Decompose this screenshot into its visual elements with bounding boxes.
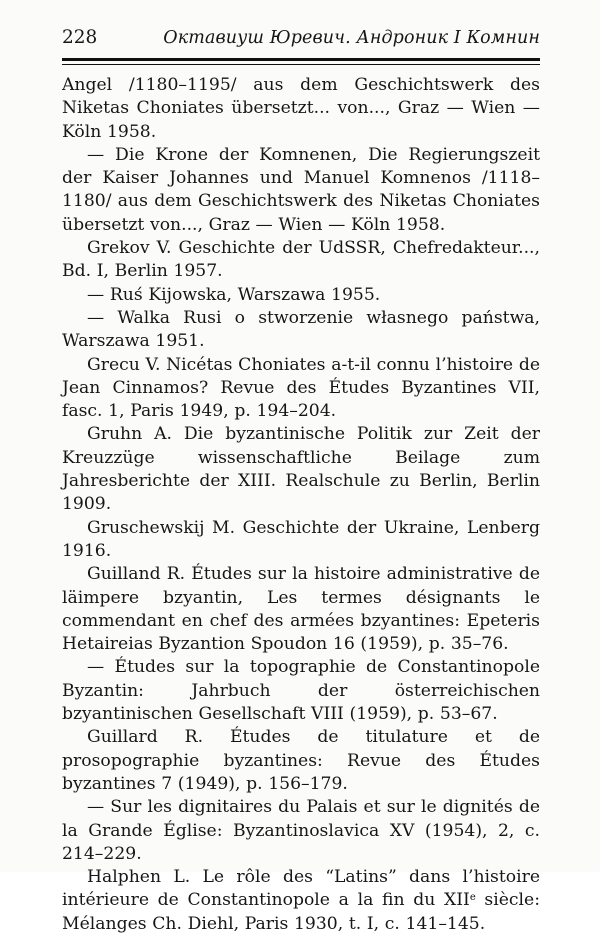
bibliography-entry: Grekov V. Geschichte der UdSSR, Chefredakteur..., Bd. I, Berlin 1957. bbox=[62, 238, 540, 282]
bibliography-entry: — Walka Rusi o stworzenie własnego państwa, Warszawa 1951. bbox=[62, 307, 540, 352]
header-rule-thin bbox=[62, 64, 540, 65]
bibliography-entry: Guilland R. Études sur la histoire administrative de läimpere bzyantin, Les termes désignants le commendant en chef des armées bzyantines: Epeteris Hetaireias Byzantion Spoudon 16 (1959), p. 35–76. bbox=[62, 564, 540, 655]
running-title: Октавиуш Юревич. Андроник I Комнин bbox=[163, 28, 540, 48]
bibliography-entry: — Ruś Kijowska, Warszawa 1955. bbox=[87, 284, 381, 305]
superscript-e: e bbox=[469, 892, 476, 904]
bibliography-entry: Gruhn A. Die byzantinische Politik zur Zeit der Kreuzzüge wissenschaftliche Beilage zum Jahresberichte der XIII. Realschule zu Berlin, Berlin 1909. bbox=[62, 424, 540, 515]
bibliography-entry-halphen bbox=[62, 866, 540, 936]
bibliography-entry: Grecu V. Nicétas Choniates a-t-il connu l’histoire de Jean Cinnamos? Revue des Études Byzantines VII, fasc. 1, Paris 1949, p. 194–204. bbox=[62, 354, 540, 422]
entry-text: siècle: Mélanges Ch. Diehl, Paris 1930, t. I, c. 141–145. bbox=[62, 890, 540, 934]
bibliography-entry: — Études sur la topographie de Constantinopole Byzantin: Jahrbuch der österreichischen bzyantinischen Gesellschaft VIII (1959), p. 53–67. bbox=[62, 657, 540, 725]
page-number: 228 bbox=[62, 27, 98, 48]
page-header bbox=[62, 26, 540, 50]
header-rule-thick bbox=[62, 58, 540, 61]
bibliography-entry: Guillard R. Études de titulature et de prosopographie byzantines: Revue des Études byzantines 7 (1949), p. 156–179. bbox=[62, 727, 540, 794]
bibliography-entry: Gruschewskij M. Geschichte der Ukraine, Lenberg 1916. bbox=[62, 517, 540, 561]
bibliography-entry: — Sur les dignitaires du Palais et sur le dignités de la Grande Église: Byzantinoslavica XV (1954), 2, c. 214–229. bbox=[62, 797, 540, 864]
bibliography-entry: Angel /1180–1195/ aus dem Geschichtswerk des Niketas Choniates übersetzt... von..., Graz — Wien — Köln 1958. bbox=[62, 75, 540, 142]
bibliography-list bbox=[62, 74, 540, 936]
bibliography-entry: — Die Krone der Komnenen, Die Regierungszeit der Kaiser Johannes und Manuel Komnenos /1118–1180/ aus dem Geschichtswerk des Niketas Choniates übersetzt von..., Graz — Wien — Köln 1958. bbox=[62, 144, 540, 235]
entry-text: Halphen L. Le rôle des “Latins” dans l’histoire intérieure de Constantinopole a la fin du XII bbox=[62, 867, 540, 911]
